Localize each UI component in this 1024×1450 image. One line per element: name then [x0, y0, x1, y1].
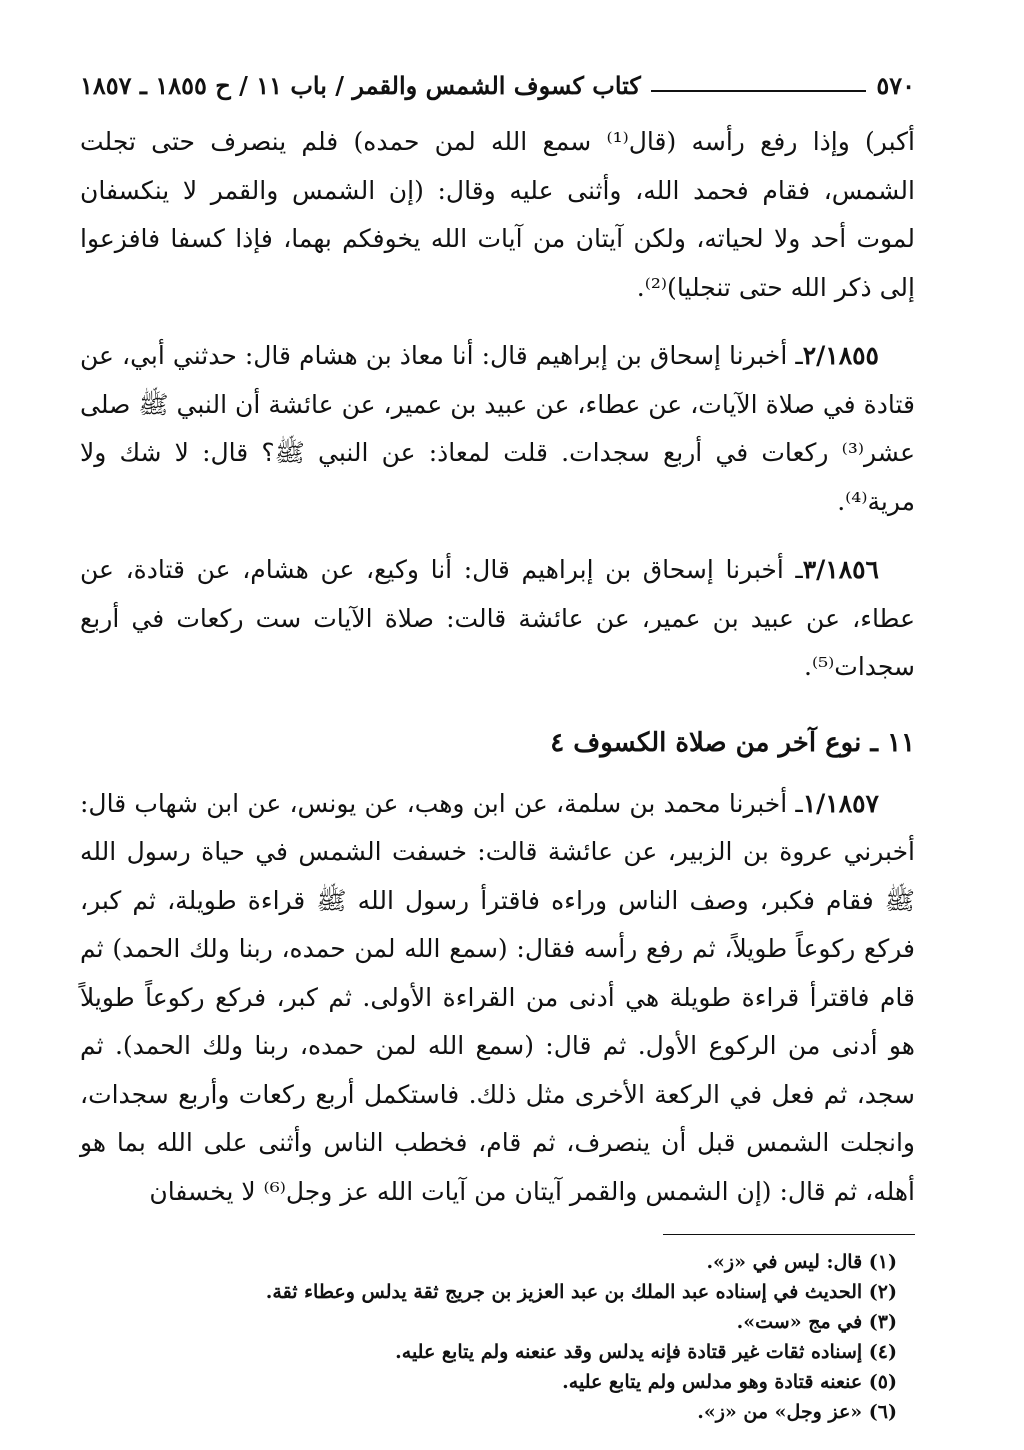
paragraph-text: ـ أخبرنا إسحاق بن إبراهيم قال: أنا معاذ بن هشام قال: حدثني أبي، عن قتادة في صلاة الآيات، عن عطاء، عن عبيد بن عمير، عن عائشة أن النبي ﷺ صلى عشر⁽³⁾ ركعات في أربع سجدات. قلت لمعاذ: عن النبي ﷺ؟ قال: لا شك ولا مرية⁽⁴⁾. [80, 341, 915, 516]
footnote: (٥) عنعنه قتادة وهو مدلس ولم يتابع عليه. [562, 1371, 897, 1393]
footnote: (٢) الحديث في إسناده عبد الملك بن عبد العزيز بن جريج ثقة يدلس وعطاء ثقة. [265, 1281, 897, 1303]
footnote-separator [663, 1234, 915, 1235]
footnote: (١) قال: ليس في «ز». [706, 1251, 897, 1273]
book-page [80, 58, 915, 1427]
running-header [80, 58, 915, 98]
paragraph-text: ـ أخبرنا إسحاق بن إبراهيم قال: أنا وكيع، عن هشام، عن قتادة، عن عطاء، عن عبيد بن عمير، عن عائشة قالت: صلاة الآيات ست ركعات في أربع سجدات⁽⁵⁾. [80, 555, 915, 681]
section-heading: ١١ ـ نوع آخر من صلاة الكسوف ٤ [550, 727, 915, 758]
footnote: (٦) «عز وجل» من «ز». [697, 1401, 897, 1423]
footnote: (٣) في مج «ست». [736, 1311, 897, 1333]
paragraph-text: ـ أخبرنا محمد بن سلمة، عن ابن وهب، عن يونس، عن ابن شهاب قال: أخبرني عروة بن الزبير، عن عائشة قالت: خسفت الشمس في حياة رسول الله ﷺ فقام فكبر، وصف الناس وراءه فاقترأ رسول الله ﷺ قراءة طويلة، ثم كبر، فركع ركوعاً طويلاً، ثم رفع رأسه فقال: (سمع الله لمن حمده، ربنا ولك الحمد) ثم قام فاقترأ قراءة طويلة هي أدنى من القراءة الأولى. ثم كبر، فركع ركوعاً طويلاً هو أدنى من الركوع الأول. ثم قال: (سمع الله لمن حمده، ربنا ولك الحمد). ثم سجد، ثم فعل في الركعة الأخرى مثل ذلك. فاستكمل أربع ركعات وأربع سجدات، وانجلت الشمس قبل أن ينصرف، ثم قام، فخطب الناس وأثنى على الله بما هو أهله، ثم قال: (إن الشمس والقمر آيتان من آيات الله عز وجل⁽⁶⁾ لا يخسفان [80, 788, 915, 1206]
paragraph-text: أكبر) وإذا رفع رأسه (قال⁽¹⁾ سمع الله لمن حمده) فلم ينصرف حتى تجلت الشمس، فقام فحمد الله، وأثنى عليه وقال: (إن الشمس والقمر لا ينكسفان لموت أحد ولا لحياته، ولكن آيتان من آيات الله يخوفكم بهما، فإذا كسفا فافزعوا إلى ذكر الله حتى تنجليا)⁽²⁾. [80, 127, 915, 302]
hadith-number: ٣/١٨٥٦ [802, 555, 879, 584]
footnotes [80, 1247, 915, 1427]
hadith-paragraph [80, 780, 915, 1217]
hadith-paragraph [80, 332, 915, 526]
footnote: (٤) إسناده ثقات غير قتادة فإنه يدلس وقد عنعنه ولم يتابع عليه. [395, 1341, 897, 1363]
hadith-number: ٢/١٨٥٥ [802, 341, 879, 370]
hadith-paragraph [80, 546, 915, 692]
page-number: ٥٧٠ [876, 71, 915, 100]
running-title: كتاب كسوف الشمس والقمر / باب ١١ / ح ١٨٥٥ ـ ١٨٥٧ [80, 71, 641, 100]
main-text [80, 118, 915, 1216]
hadith-number: ١/١٨٥٧ [802, 788, 879, 818]
paragraph-continuation [80, 118, 915, 312]
header-rule [651, 90, 866, 92]
